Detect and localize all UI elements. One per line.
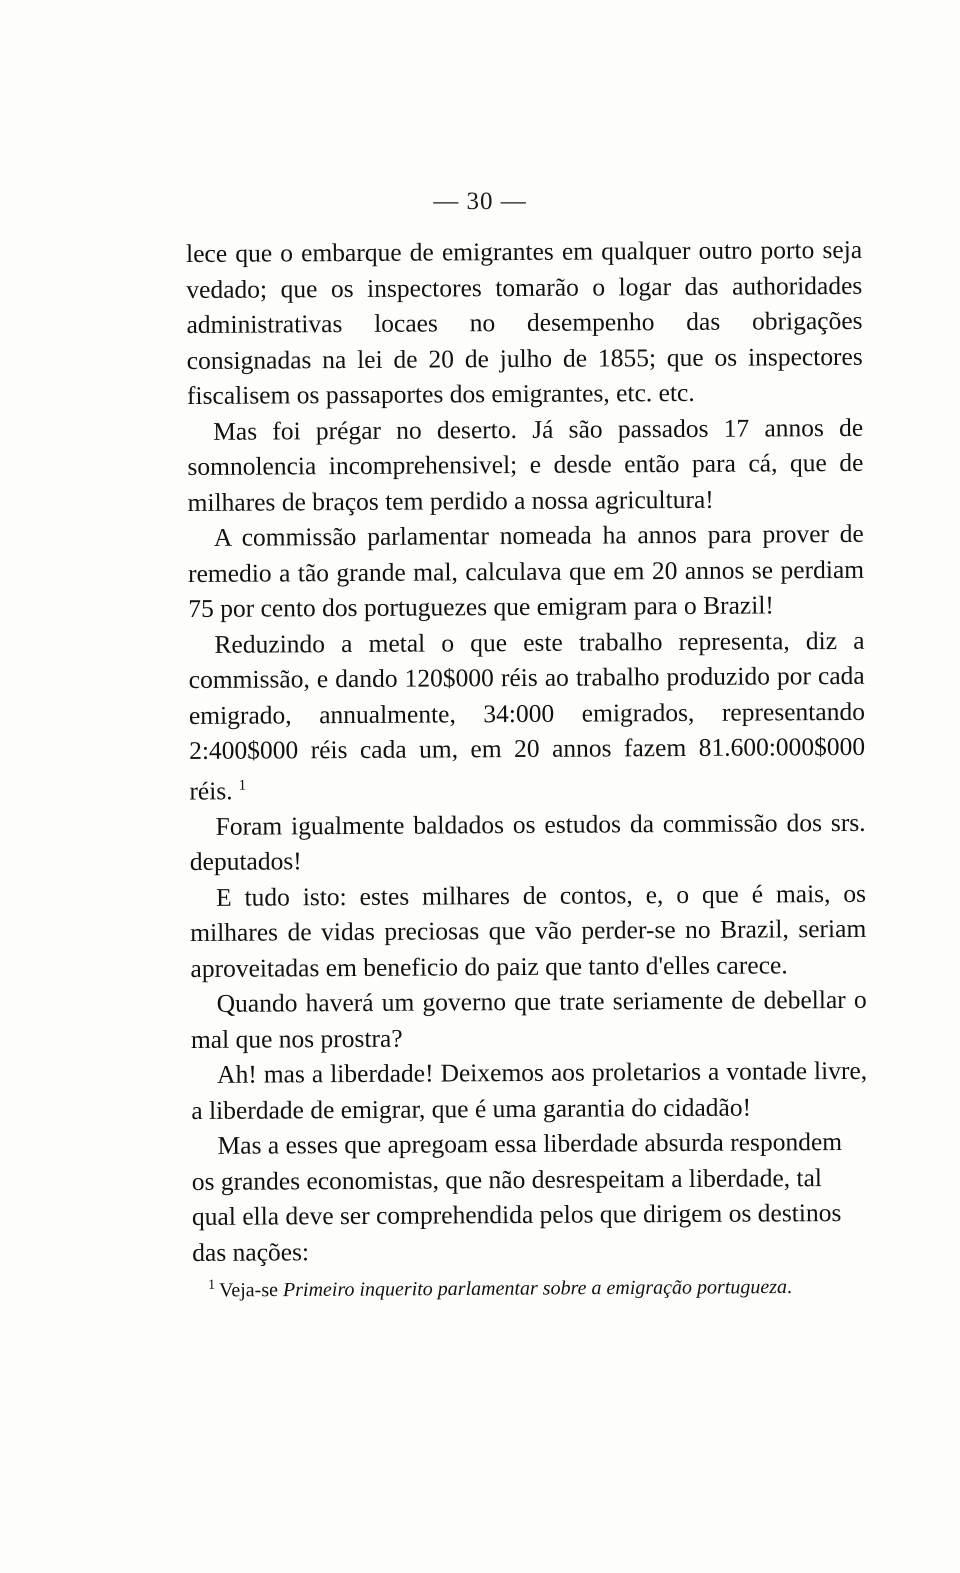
footnote-title: Primeiro inquerito parlamentar sobre a emigração portugueza (282, 1275, 788, 1302)
footnote-suffix: . (786, 1275, 793, 1298)
page-number: — 30 — (433, 188, 527, 215)
footnote-body (186, 1268, 862, 1305)
paragraph: E tudo isto: estes milhares de contos, e, o que é mais, os milhares de vidas preciosas que vão perder-se no Brazil, seriam aproveitadas em beneficio do paiz que tanto d'elles carece. (190, 878, 867, 983)
paragraph: Foram igualmente baldados os estudos da commissão dos srs. deputados! (189, 807, 866, 876)
paragraph: Quando haverá um governo que trate seriamente de debellar o mal que nos prostra? (190, 984, 867, 1054)
paragraph: Ah! mas a liberdade! Deixemos aos proletarios a vontade livre, a liberdade de emigrar, que é uma garantia do cidadão! (191, 1055, 868, 1125)
paragraph-text: Reduzindo a metal o que este trabalho representa, diz a commissão, e dando 120$000 réis ao trabalho produzido por cada emigrado, annualmente, 34:000 emigrados, representando 2:400$000 réis cada um, em 20 annos fazem 81.600:000$000 réis. (188, 625, 866, 805)
paragraph: Mas foi prégar no deserto. Já são passados 17 annos de somnolencia incomprehensivel; e desde então para cá, que de milhares de braços tem perdido a nossa agricultura! (187, 412, 864, 517)
paragraph: A commissão parlamentar nomeada ha annos para prover de remedio a tão grande mal, calculava que em 20 annos se perdiam 75 por cento dos portuguezes que emigram para o Brazil! (187, 518, 865, 623)
page-body (186, 232, 868, 1270)
footnote-marker: 1 (208, 1277, 216, 1293)
footnote (186, 1268, 862, 1305)
paragraph: lece que o embarque de emigrantes em qualquer outro porto seja vedado; que os inspectores tomarão o logar das authoridades administrativas locaes no desempenho das obrigações consignadas na lei de 20 de julho de 1855; que os inspectores fiscalisem os passaportes dos emigrantes, etc. etc. (186, 234, 863, 410)
footnote-reference: 1 (238, 777, 247, 794)
footnote-prefix: Veja-se (219, 1279, 284, 1302)
paragraph: Mas a esses que apregoam essa liberdade absurda respondem os grandes economistas, que não desrespeitam a liberdade, tal qual ella deve ser comprehendida pelos que dirigem os destinos das nações: (191, 1127, 843, 1267)
paragraph-with-footnote-ref (188, 622, 865, 808)
